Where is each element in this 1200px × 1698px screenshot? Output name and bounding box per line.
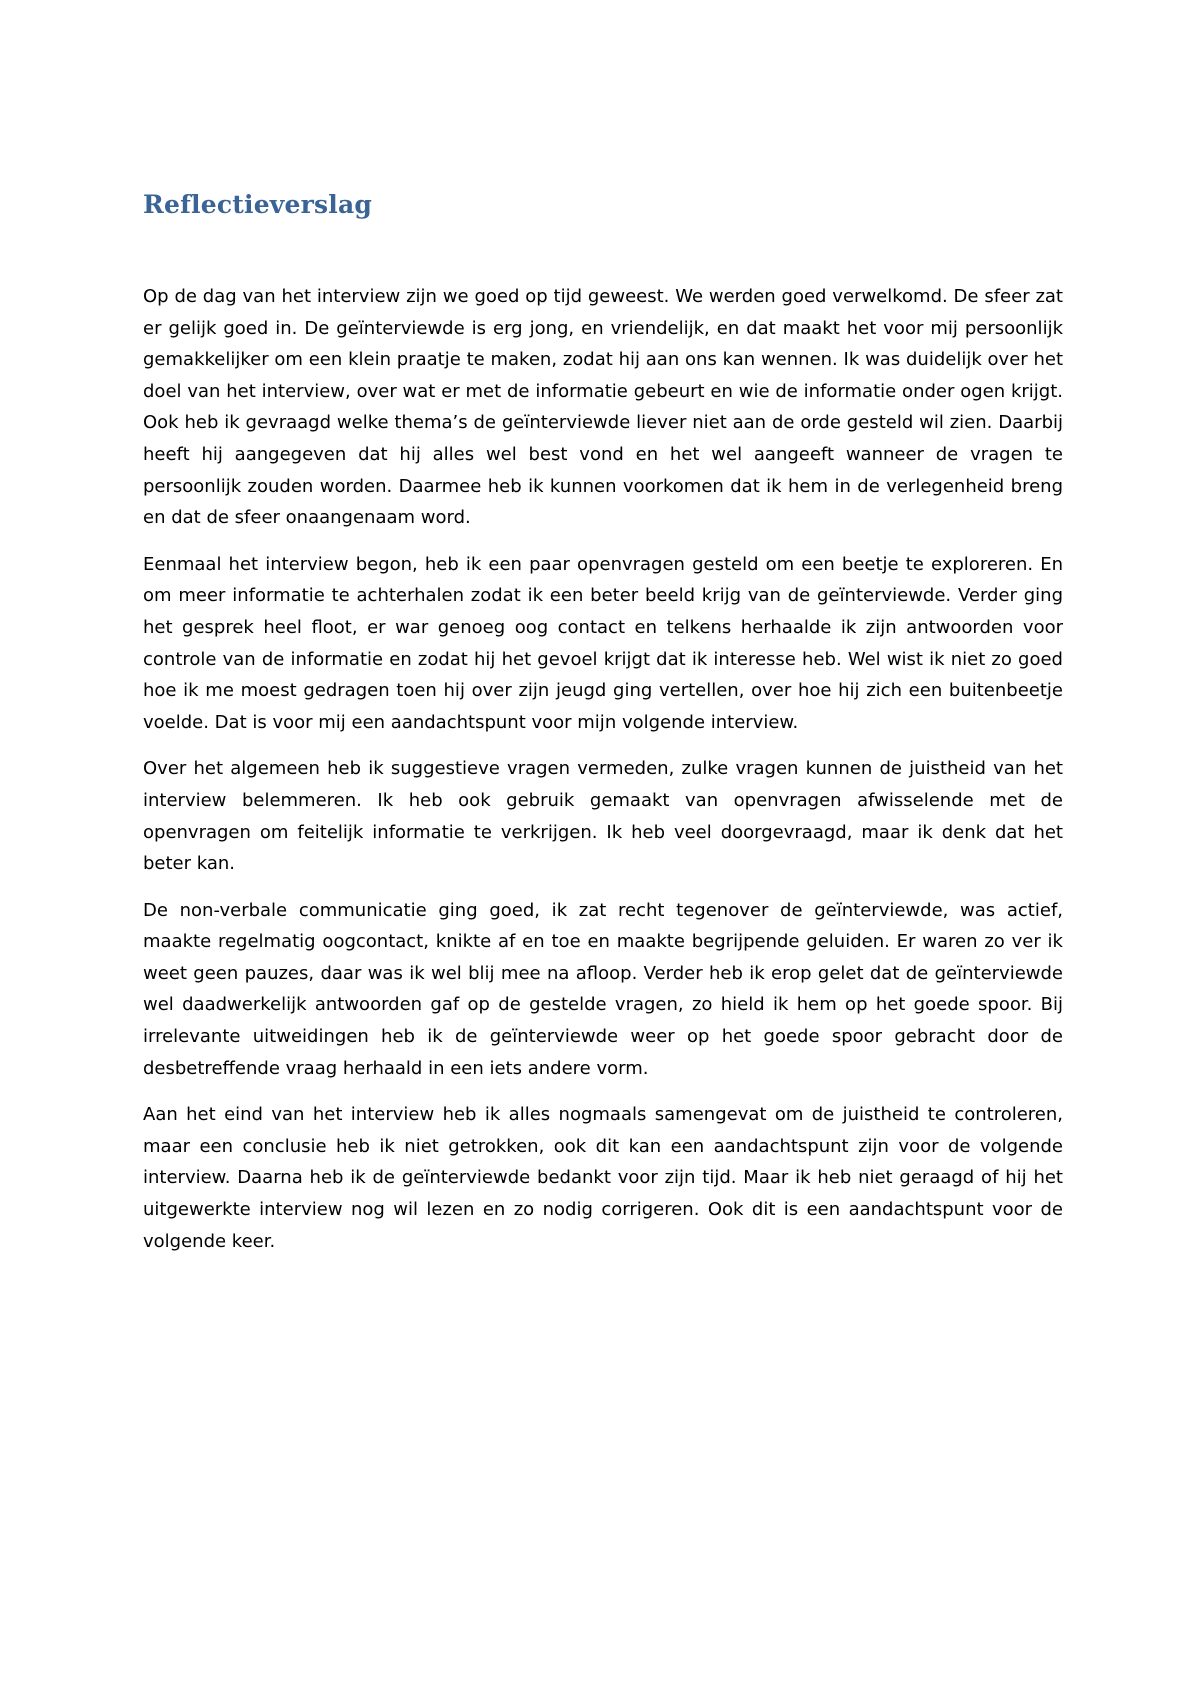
paragraph-3: Over het algemeen heb ik suggestieve vragen vermeden, zulke vragen kunnen de juistheid van het interview belemmeren. Ik heb ook gebruik gemaakt van openvragen afwisselende met de openvragen om feitelijk informatie te verkrijgen. Ik heb veel doorgevraagd, maar ik denk dat het beter kan. [143, 758, 1063, 875]
paragraph-4: De non-verbale communicatie ging goed, ik zat recht tegenover de geïnterviewde, was actief, maakte regelmatig oogcontact, knikte af en toe en maakte begrijpende geluiden. Er waren zo ver ik weet geen pauzes, daar was ik wel blij mee na afloop. Verder heb ik erop gelet dat de geïnterviewde wel daadwerkelijk antwoorden gaf op de gestelde vragen, zo hield ik hem op het goede spoor. Bij irrelevante uitweidingen heb ik de geïnterviewde weer op het goede spoor gebracht door de desbetreffende vraag herhaald in een iets andere vorm. [143, 899, 1063, 1079]
paragraph-5: Aan het eind van het interview heb ik alles nogmaals samengevat om de juistheid te controleren, maar een conclusie heb ik niet getrokken, ook dit kan een aandachtspunt zijn voor de volgende interview. Daarna heb ik de geïnterviewde bedankt voor zijn tijd. Maar ik heb niet geraagd of hij het uitgewerkte interview nog wil lezen en zo nodig corrigeren. Ook dit is een aandachtspunt voor de volgende keer. [143, 1104, 1063, 1252]
document-title: Reflectieverslag [143, 190, 373, 219]
paragraph-1: Op de dag van het interview zijn we goed op tijd geweest. We werden goed verwelkomd. De sfeer zat er gelijk goed in. De geïnterviewde is erg jong, en vriendelijk, en dat maakt het voor mij persoonlijk gemakkelijker om een klein praatje te maken, zodat hij aan ons kan wennen. Ik was duidelijk over het doel van het interview, over wat er met de informatie gebeurt en wie de informatie onder ogen krijgt. Ook heb ik gevraagd welke thema’s de geïnterviewde liever niet aan de orde gesteld wil zien. Daarbij heeft hij aangegeven dat hij alles wel best vond en het wel aangeeft wanneer de vragen te persoonlijk zouden worden. Daarmee heb ik kunnen voorkomen dat ik hem in de verlegenheid breng en dat de sfeer onaangenaam word. [143, 286, 1063, 529]
paragraph-2: Eenmaal het interview begon, heb ik een paar openvragen gesteld om een beetje te exploreren. En om meer informatie te achterhalen zodat ik een beter beeld krijg van de geïnterviewde. Verder ging het gesprek heel floot, er war genoeg oog contact en telkens herhaalde ik zijn antwoorden voor controle van de informatie en zodat hij het gevoel krijgt dat ik interesse heb. Wel wist ik niet zo goed hoe ik me moest gedragen toen hij over zijn jeugd ging vertellen, over hoe hij zich een buitenbeetje voelde. Dat is voor mij een aandachtspunt voor mijn volgende interview. [143, 553, 1063, 733]
document-body [143, 281, 1063, 1272]
